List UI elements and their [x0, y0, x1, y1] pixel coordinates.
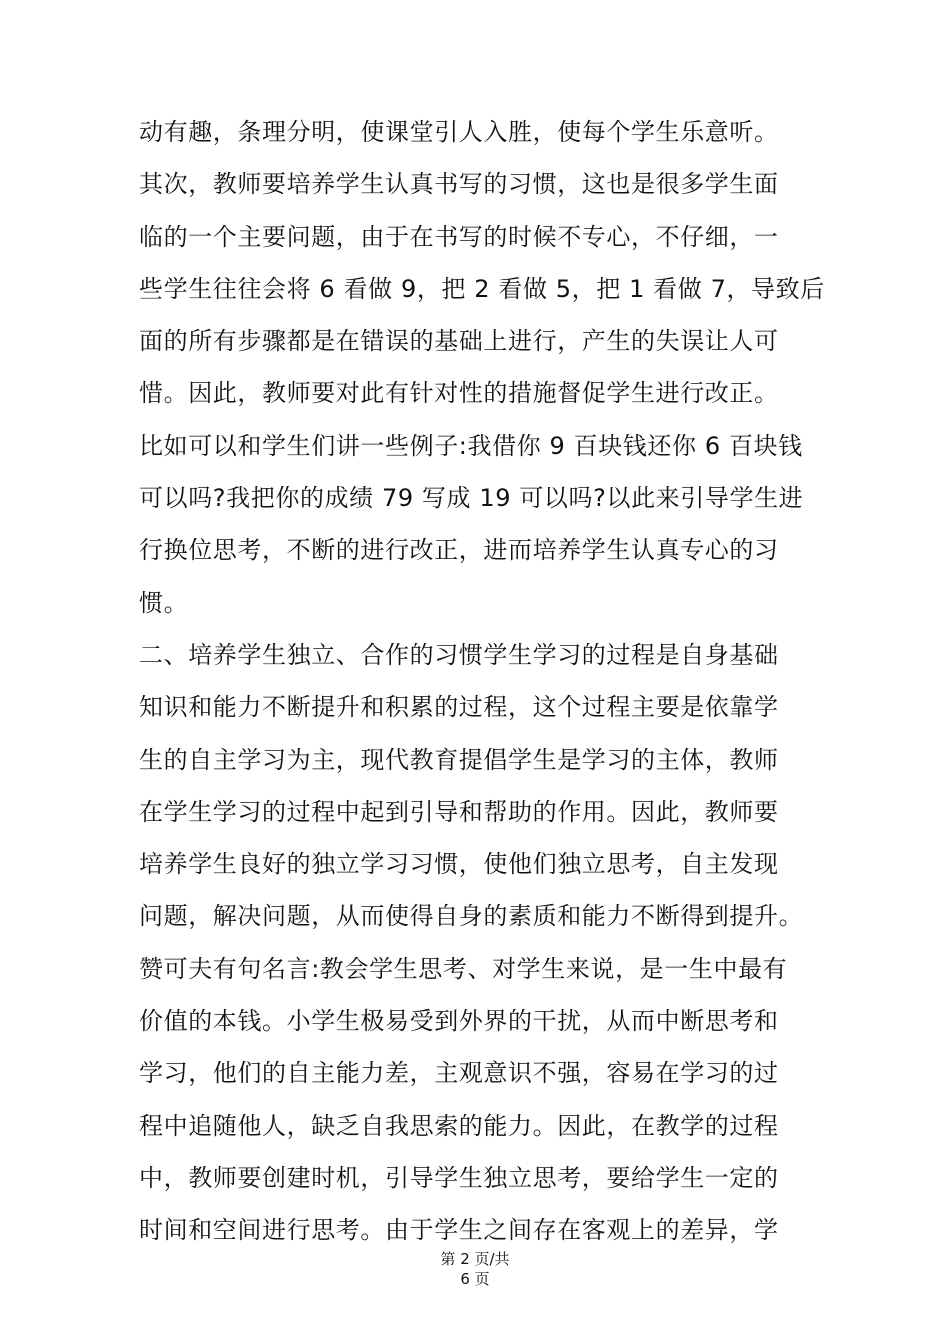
- text-line: 动有趣，条理分明，使课堂引人入胜，使每个学生乐意听。: [139, 118, 779, 146]
- text-line: 比如可以和学生们讲一些例子:我借你 9 百块钱还你 6 百块钱: [139, 431, 803, 460]
- text-line: 在学生学习的过程中起到引导和帮助的作用。因此，教师要: [139, 797, 779, 826]
- text-line: 行换位思考，不断的进行改正，进而培养学生认真专心的习: [139, 536, 779, 565]
- text-line: 学习，他们的自主能力差，主观意识不强，容易在学习的过: [139, 1059, 779, 1088]
- text-line: 面的所有步骤都是在错误的基础上进行，产生的失误让人可: [139, 327, 779, 356]
- text-line: 临的一个主要问题，由于在书写的时候不专心，不仔细，一: [139, 222, 779, 251]
- text-line: 程中追随他人，缺乏自我思索的能力。因此，在教学的过程: [139, 1111, 779, 1140]
- text-line: 些学生往往会将 6 看做 9，把 2 看做 5，把 1 看做 7，导致后: [139, 274, 825, 303]
- text-line: 时间和空间进行思考。由于学生之间存在客观上的差异，学: [139, 1216, 779, 1245]
- text-line: 惯。: [139, 588, 189, 617]
- text-line: 知识和能力不断提升和积累的过程，这个过程主要是依靠学: [139, 693, 779, 722]
- section-heading-line: 二、培养学生独立、合作的习惯学生学习的过程是自身基础: [139, 640, 779, 669]
- text-line: 赞可夫有句名言:教会学生思考、对学生来说，是一生中最有: [139, 954, 788, 983]
- text-line: 可以吗?我把你的成绩 79 写成 19 可以吗?以此来引导学生进: [139, 484, 804, 513]
- text-line: 价值的本钱。小学生极易受到外界的干扰，从而中断思考和: [139, 1007, 779, 1036]
- text-line: 其次，教师要培养学生认真书写的习惯，这也是很多学生面: [139, 170, 779, 199]
- page-number-line-2: 6 页: [460, 1270, 490, 1288]
- text-line: 生的自主学习为主，现代教育提倡学生是学习的主体，教师: [139, 745, 779, 774]
- text-line: 惜。因此，教师要对此有针对性的措施督促学生进行改正。: [139, 379, 779, 408]
- text-line: 中，教师要创建时机，引导学生独立思考，要给学生一定的: [139, 1163, 779, 1192]
- page-number-line-1: 第 2 页/共: [440, 1250, 510, 1268]
- text-line: 问题，解决问题，从而使得自身的素质和能力不断得到提升。: [139, 902, 804, 931]
- text-line: 培养学生良好的独立学习习惯，使他们独立思考，自主发现: [139, 850, 779, 879]
- page-footer: [0, 1249, 950, 1289]
- document-body: [139, 106, 829, 1257]
